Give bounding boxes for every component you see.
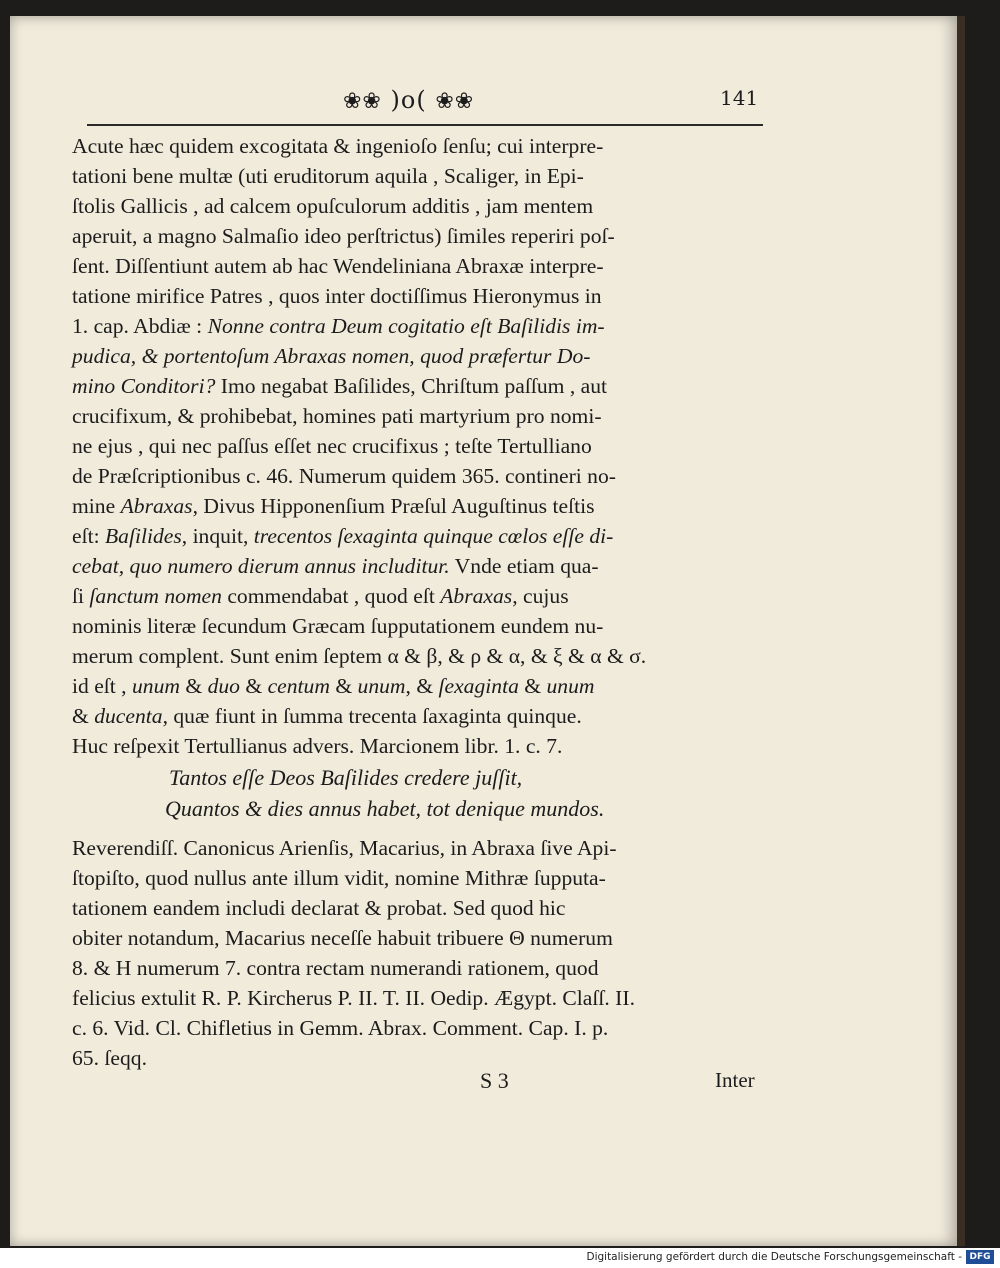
digitization-footer (0, 1248, 1000, 1268)
italic-run: duo (207, 674, 240, 698)
roman-run: ſtolis Gallicis , ad calcem opuſculorum additis , jam mentem (72, 194, 594, 218)
verse-quotation (165, 762, 785, 824)
italic-run: unum (357, 674, 406, 698)
verse-line-2: Quantos & dies annus habet, tot denique mundos. (165, 796, 605, 821)
text-line (72, 371, 772, 401)
text-line (72, 401, 772, 431)
roman-run: & (329, 674, 358, 698)
italic-run: ſexaginta (438, 674, 519, 698)
italic-run: mino Conditori? (72, 374, 216, 398)
italic-run: Abraxas (120, 494, 193, 518)
signature-mark: S 3 (480, 1068, 509, 1093)
text-line: ſtopiſto, quod nullus ante illum vidit, nomine Mithræ ſupputa- (72, 866, 606, 890)
text-line: 8. & H numerum 7. contra rectam numerandi rationem, quod (72, 956, 599, 980)
italic-run: ſanctum nomen (89, 584, 222, 608)
body-paragraph-2 (72, 833, 772, 1073)
text-line (72, 491, 772, 521)
text-line: Reverendiſſ. Canonicus Arienſis, Macarius, in Abraxa ſive Api- (72, 836, 617, 860)
roman-run: Imo negabat Baſilides, Chriſtum paſſum , aut (215, 374, 607, 398)
header-rule (87, 124, 763, 126)
page-number: 141 (720, 86, 759, 110)
roman-run: & (72, 704, 95, 728)
italic-run: ducenta (94, 704, 163, 728)
text-line (72, 191, 772, 221)
italic-run: centum (267, 674, 330, 698)
roman-run: , inquit, (181, 524, 254, 548)
text-line (72, 521, 772, 551)
running-head (343, 86, 474, 114)
italic-run: trecentos ſexaginta quinque cœlos eſſe di- (253, 524, 614, 548)
text-line: obiter notandum, Macarius neceſſe habuit tribuere Θ numerum (72, 926, 613, 950)
text-line: c. 6. Vid. Cl. Chifletius in Gemm. Abrax. Comment. Cap. I. p. (72, 1016, 609, 1040)
roman-run: id eſt , (72, 674, 132, 698)
text-line (72, 311, 772, 341)
roman-run: & (239, 674, 268, 698)
text-line (72, 341, 772, 371)
text-line (72, 251, 772, 281)
body-paragraph-1 (72, 131, 772, 761)
catchword: Inter (715, 1068, 755, 1092)
italic-run: pudica, & portentoſum Abraxas nomen, quod præfertur Do- (72, 344, 591, 368)
text-line: felicius extulit R. P. Kircherus P. II. T. II. Oedip. Ægypt. Claſſ. II. (72, 986, 635, 1010)
text-line (72, 551, 772, 581)
roman-run: commendabat , quod eſt (221, 584, 441, 608)
roman-run: nominis literæ ſecundum Græcam ſupputationem eundem nu- (72, 614, 604, 638)
roman-run: mine (72, 494, 121, 518)
text-line (72, 611, 772, 641)
text-line (72, 671, 772, 701)
text-line: tationem eandem includi declarat & probat. Sed quod hic (72, 896, 566, 920)
roman-run: & (179, 674, 208, 698)
roman-run: , Divus Hipponenſium Præſul Auguſtinus teſtis (192, 494, 595, 518)
italic-run: Nonne contra Deum cogitatio eſt Baſilidis im- (207, 314, 605, 338)
roman-run: ſent. Diſſentiunt autem ab hac Wendeliniana Abraxæ interpre- (72, 254, 604, 278)
text-line (72, 731, 772, 761)
italic-run: cebat, quo numero dierum annus includitur. (72, 554, 450, 578)
text-line (72, 461, 772, 491)
verse-line-1: Tantos eſſe Deos Baſilides credere juſſit, (169, 765, 523, 790)
roman-run: & (518, 674, 547, 698)
roman-run: , cujus (512, 584, 569, 608)
italic-run: Baſilides (104, 524, 182, 548)
roman-run: 1. cap. Abdiæ : (72, 314, 208, 338)
roman-run: tationi bene multæ (uti eruditorum aquila , Scaliger, in Epi- (72, 164, 584, 188)
roman-run: ne ejus , qui nec paſſus eſſet nec crucifixus ; teſte Tertulliano (72, 434, 592, 458)
italic-run: unum (131, 674, 180, 698)
text-line (72, 131, 772, 161)
roman-run: tatione mirifice Patres , quos inter doctiſſimus Hieronymus in (72, 284, 602, 308)
italic-run: unum (546, 674, 595, 698)
text-line (72, 221, 772, 251)
running-head-text: )o( (390, 86, 427, 114)
dfg-logo[interactable]: DFG (966, 1250, 994, 1264)
text-line (72, 581, 772, 611)
roman-run: eſt: (72, 524, 105, 548)
footer-credit-text: Digitalisierung gefördert durch die Deutsche Forschungsgemeinschaft - (586, 1251, 962, 1263)
text-line (72, 701, 772, 731)
italic-run: Abraxas (440, 584, 513, 608)
page-header (75, 82, 775, 132)
roman-run: crucifixum, & prohibebat, homines pati martyrium pro nomi- (72, 404, 602, 428)
text-line (72, 281, 772, 311)
text-line (72, 161, 772, 191)
roman-run: aperuit, a magno Salmaſio ideo perſtrictus) ſimiles reperiri poſ- (72, 224, 615, 248)
text-line (72, 641, 772, 671)
ornament-left-icon: ❀❀ (343, 89, 382, 114)
roman-run: Acute hæc quidem excogitata & ingenioſo ſenſu; cui interpre- (72, 134, 604, 158)
roman-run: ſi (72, 584, 90, 608)
text-line: 65. ſeqq. (72, 1046, 147, 1070)
roman-run: Huc reſpexit Tertullianus advers. Marcionem libr. 1. c. 7. (72, 734, 563, 758)
roman-run: , & (405, 674, 439, 698)
roman-run: Vnde etiam qua- (449, 554, 599, 578)
roman-run: , quæ fiunt in ſumma trecenta ſaxaginta quinque. (162, 704, 582, 728)
ornament-right-icon: ❀❀ (435, 89, 475, 114)
text-line (72, 431, 772, 461)
roman-run: de Præſcriptionibus c. 46. Numerum quidem 365. contineri no- (72, 464, 616, 488)
roman-run: merum complent. Sunt enim ſeptem α & β, & ρ & α, & ξ & α & σ. (72, 644, 647, 668)
